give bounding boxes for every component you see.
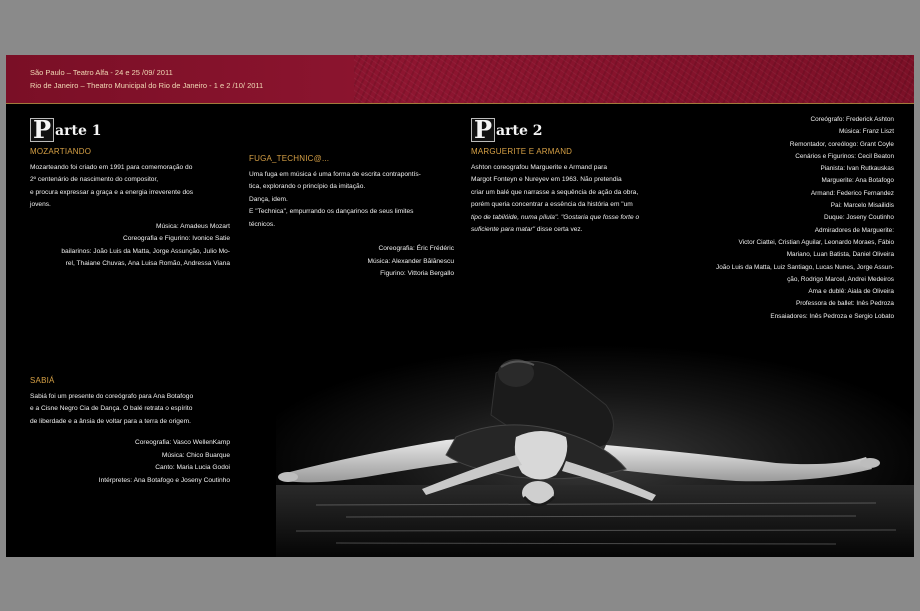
dancers-photo xyxy=(276,345,914,557)
sabia-section xyxy=(30,371,230,487)
parte1-column xyxy=(30,115,230,271)
parte1-heading: P arte 1 xyxy=(30,118,230,142)
venue-sao-paulo: São Paulo – Teatro Alfa - 24 e 25 /09/ 2011 xyxy=(30,68,173,77)
parte2-column xyxy=(471,115,676,237)
parte2-heading: P arte 2 xyxy=(471,118,676,142)
sabia-title: SABIÁ xyxy=(30,376,55,385)
mozartiando-title: MOZARTIANDO xyxy=(30,147,92,156)
fuga-credits: Coreografia: Éric Frédéric Música: Alexander Bălănescu Figurino: Vittoria Bergallo xyxy=(367,245,454,277)
mozartiando-credits: Música: Amadeus Mozart Coreografia e Figurino: Ivonice Satie bailarinos: João Luis da Matta, Jorge Assunção, Julio Mo- rel, Thaiane Chuvas, Ana Luisa Romão, Andressa Viana xyxy=(61,222,230,267)
sabia-credits: Coreografia: Vasco WellenKamp Música: Chico Buarque Canto: Maria Lucia Godoi Intérpretes: Ana Botafogo e Joseny Coutinho xyxy=(98,439,230,484)
band-texture xyxy=(354,55,914,103)
parte2-credits: Coreógrafo: Frederick Ashton Música: Franz Liszt Remontador, coreólogo: Grant Coyle Cenários e Figurinos: Cecil Beaton Pianista: Ivan Rutkauskas Marguerite: Ana Botafogo Armand: Federico Fernandez Pai: Marcelo Misailidis Duque: Joseny Coutinho Admiradores de Marguerite: Victor Ciattei, Cristian Aguilar, Leonardo Moraes, Fábio Mariano, Luan Batista, Daniel Oliveira João Luis da Matta, Luiz Santiago, Lucas Nunes, Jorge Assun- ção, Rodrigo Marcel, Andrei Medeiros Ama e dublê: Aiala de Oliveira Professora de ballet: Inês Pedroza Ensaiadores: Inês Pedroza e Sergio Lobato xyxy=(716,116,894,320)
fuga-section xyxy=(249,149,454,281)
fuga-title: FUGA_TECHNIC@... xyxy=(249,154,330,163)
sabia-text: Sabiá foi um presente do coreógrafo para Ana Botafogo e a Cisne Negro Cia de Dança. O balé retrata o espírito de liberdade e a ânsia de voltar para a terra de origem. xyxy=(30,392,194,425)
venue-rio: Rio de Janeiro – Theatro Municipal do Rio de Janeiro - 1 e 2 /10/ 2011 xyxy=(30,81,264,90)
fuga-text: Uma fuga em música é uma forma de escrita contrapontís- tica, explorando o princípio da imitação. Dança, idem. E "Technica", empurrando os dançarinos de seus limites técnicos. xyxy=(249,170,421,228)
marguerite-text: Ashton coreografou Marguerite e Armand para Margot Fonteyn e Nureyev em 1963. Não pretendia criar um balé que narrasse a sequência de ação da obra, porém queria concentrar a essência da história em "um tipo de tabilóide, numa pílula". "Gostaria que fosse forte o suficiente para matar" disse certa vez. xyxy=(471,163,640,233)
marguerite-title: MARGUERITE E ARMAND xyxy=(471,147,573,156)
mozartiando-text: Mozarteando foi criado em 1991 para comemoração do 2º centenário de nascimento do compositor, e procura expressar a graça e a energia irreverente dos jovens. xyxy=(30,163,194,208)
header-band xyxy=(6,55,914,104)
program-spread xyxy=(6,55,914,557)
